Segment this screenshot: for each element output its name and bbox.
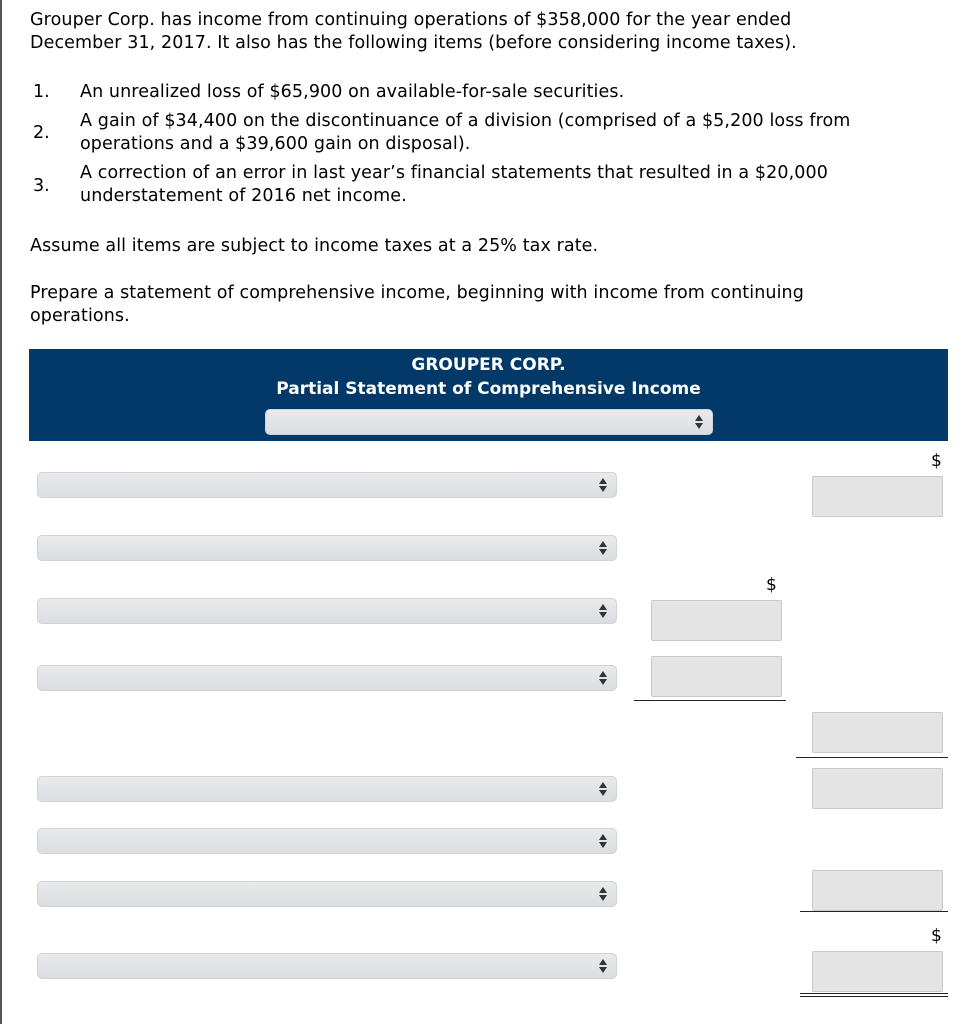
intro-line-1: Grouper Corp. has income from continuing operations of $358,000 for the year ended	[30, 10, 792, 30]
amount-input-middle-2[interactable]	[651, 656, 782, 697]
instruction-line-2: operations.	[30, 306, 130, 326]
line-item-select-8[interactable]	[37, 953, 617, 979]
amount-input-middle-1[interactable]	[651, 600, 782, 641]
assumption-text: Assume all items are subject to income taxes at a 25% tax rate.	[30, 236, 599, 256]
select-arrows-icon	[598, 886, 608, 902]
currency-symbol-3: $	[931, 926, 942, 946]
total-double-underline-top	[800, 993, 948, 994]
line-item-select-5[interactable]	[37, 776, 617, 802]
select-arrows-icon	[598, 833, 608, 849]
line-item-select-3[interactable]	[37, 598, 617, 624]
amount-input-right-5[interactable]	[812, 951, 943, 992]
select-arrows-icon	[598, 958, 608, 974]
line-item-select-4[interactable]	[37, 665, 617, 691]
instruction-line-1: Prepare a statement of comprehensive income, beginning with income from continuing	[30, 283, 804, 303]
item-number-1: 1.	[33, 82, 50, 102]
amount-input-right-3[interactable]	[812, 768, 943, 809]
period-select[interactable]	[265, 409, 713, 435]
select-arrows-icon	[694, 414, 704, 430]
amount-input-right-1[interactable]	[812, 476, 943, 517]
amount-input-right-4[interactable]	[812, 870, 943, 911]
select-arrows-icon	[598, 670, 608, 686]
subtotal-underline-right-2	[800, 911, 948, 912]
left-border	[0, 0, 2, 1024]
line-item-select-7[interactable]	[37, 881, 617, 907]
select-arrows-icon	[598, 540, 608, 556]
select-arrows-icon	[598, 603, 608, 619]
intro-line-2: December 31, 2017. It also has the following items (before considering income taxes).	[30, 33, 797, 53]
line-item-select-6[interactable]	[37, 828, 617, 854]
item-2-text-line-1: A gain of $34,400 on the discontinuance of a division (comprised of a $5,200 loss from	[80, 111, 851, 131]
select-arrows-icon	[598, 781, 608, 797]
company-name: GROUPER CORP.	[411, 355, 566, 375]
select-arrows-icon	[598, 477, 608, 493]
item-number-3: 3.	[33, 176, 50, 196]
total-double-underline-bottom	[800, 996, 948, 997]
subtotal-underline-right-1	[796, 757, 948, 758]
amount-input-right-2[interactable]	[812, 712, 943, 753]
subtotal-underline-middle	[634, 700, 786, 701]
statement-header	[29, 349, 948, 441]
line-item-select-1[interactable]	[37, 472, 617, 498]
item-1-text: An unrealized loss of $65,900 on available-for-sale securities.	[80, 82, 625, 102]
currency-symbol-2: $	[766, 575, 777, 595]
line-item-select-2[interactable]	[37, 535, 617, 561]
item-3-text-line-1: A correction of an error in last year’s financial statements that resulted in a $20,000	[80, 163, 828, 183]
item-number-2: 2.	[33, 123, 50, 143]
item-2-text-line-2: operations and a $39,600 gain on disposal).	[80, 134, 471, 154]
item-3-text-line-2: understatement of 2016 net income.	[80, 186, 407, 206]
statement-title: Partial Statement of Comprehensive Income	[276, 379, 701, 399]
currency-symbol-1: $	[931, 451, 942, 471]
